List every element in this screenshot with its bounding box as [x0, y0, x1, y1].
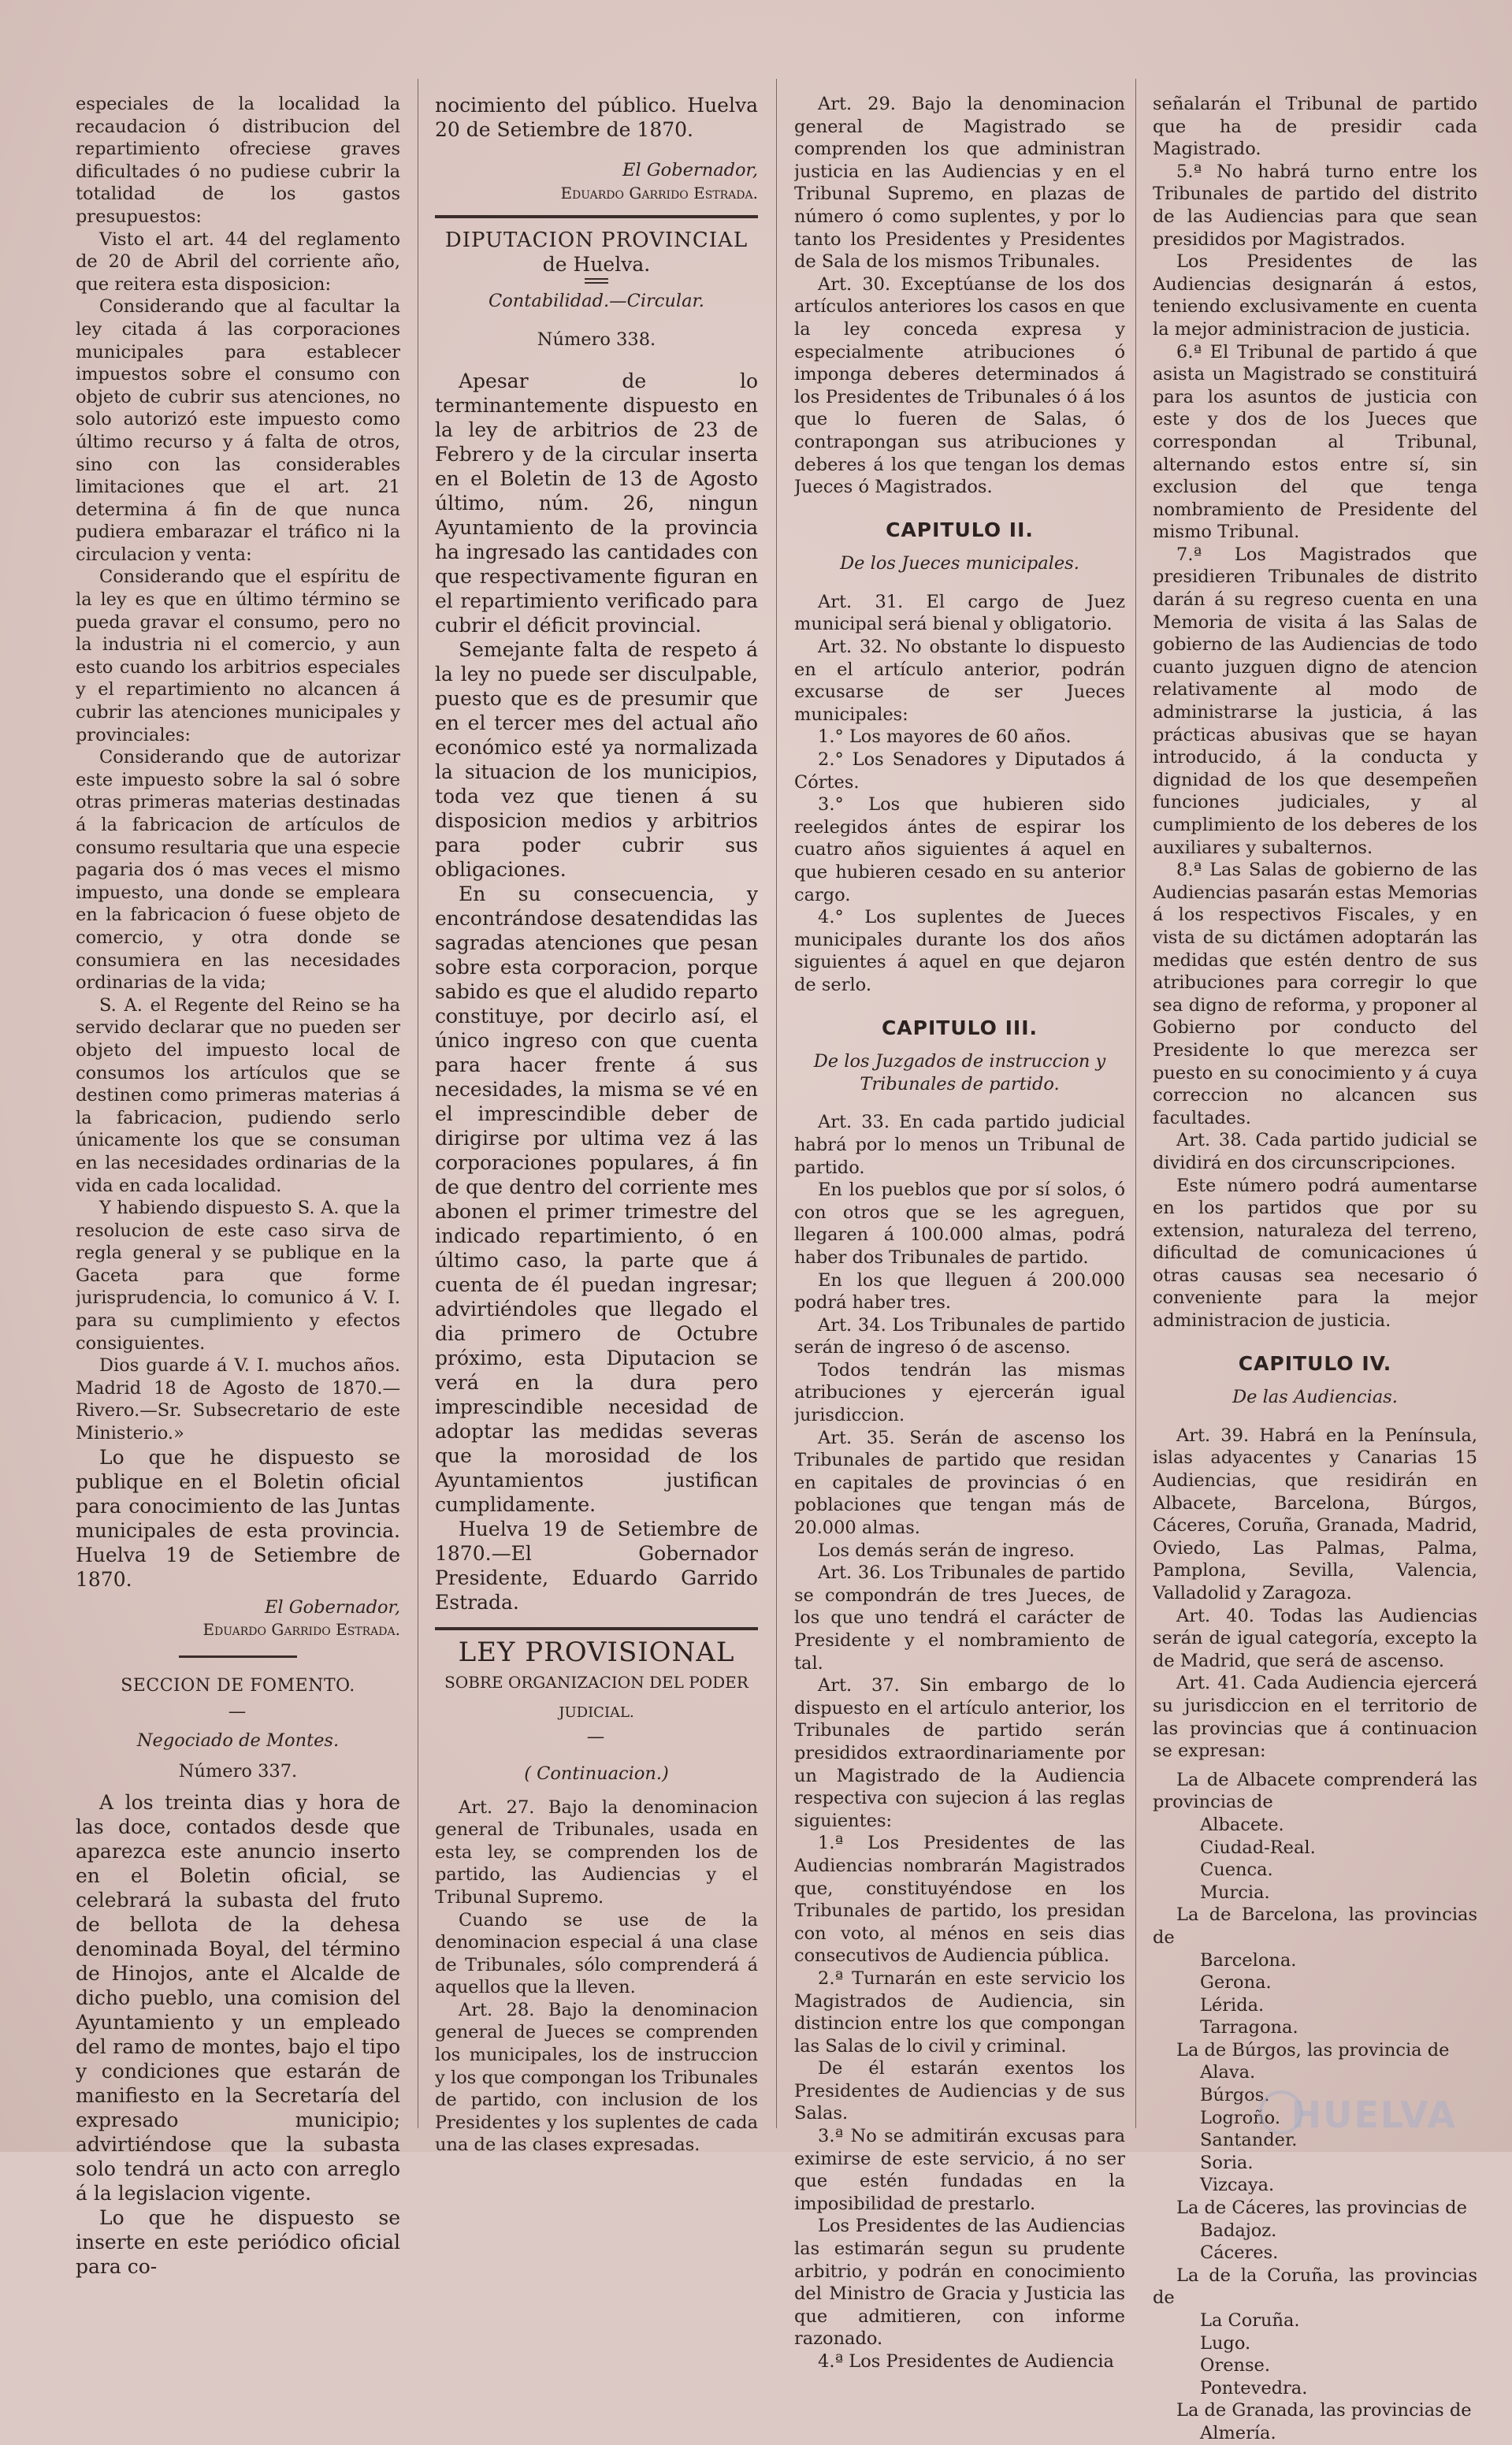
paragraph: Art. 41. Cada Audiencia ejercerá su jurisdiccion en el territorio de las provincias que á continuacion se expresan: — [1153, 1673, 1477, 1762]
paragraph: señalarán el Tribunal de partido que ha de presidir cada Magistrado. — [1153, 94, 1477, 160]
paragraph: Y habiendo dispuesto S. A. que la resolucion de este caso sirva de regla general y se publique en la Gaceta para que forme jurisprudencia, lo comunico á V. I. para su cumplimiento y efectos consiguientes. — [76, 1198, 400, 1354]
paragraph: Art. 34. Los Tribunales de partido serán de ingreso ó de ascenso. — [794, 1314, 1125, 1358]
continuation-label: ( Continuacion.) — [524, 1763, 669, 1784]
paragraph: Art. 32. No obstante lo dispuesto en el artículo anterior, podrán excusarse de ser Jueces municipales: — [794, 637, 1125, 725]
paragraph: 1.° Los mayores de 60 años. — [818, 726, 1072, 748]
paragraph: 3.° Los que hubieren sido reelegidos ántes de espirar los cuatro años siguientes á aquel en que hubieren cesado en su anterior cargo. — [794, 794, 1125, 905]
chapter-subtitle: De los Jueces municipales. — [840, 553, 1079, 574]
list-item: Orense. — [1200, 2355, 1271, 2376]
paragraph: Visto el art. 44 del reglamento de 20 de Abril del corriente año, que reitera esta disposicion: — [76, 229, 400, 295]
chapter-subtitle: De los Juzgados de instruccion y Tribunales de partido. — [813, 1051, 1106, 1094]
list-item: Cáceres. — [1200, 2242, 1279, 2264]
list-heading: La de Barcelona, las provincias de — [1153, 1904, 1477, 1948]
list-item: Tarragona. — [1200, 2017, 1298, 2038]
column-1 — [76, 93, 400, 2279]
paragraph: Considerando que al facultar la ley citada á las corporaciones municipales para establecer impuestos sobre el consumo con objeto de cubrir sus atenciones, no solo autorizó este impuesto como último recurso y á falta de otros, sino con las considerables limitaciones que el art. 21 determina á fin de que nunca pudiera embarazar el tráfico ni la circulacion y venta: — [76, 296, 400, 565]
paragraph: Considerando que el espíritu de la ley es que en último término se pueda gravar el consumo, pero no la industria ni el comercio, y aun esto cuando los arbitrios especiales y el repartimiento no alcancen á cubrir las atenciones municipales y provinciales: — [76, 567, 400, 745]
watermark: HUELVA — [1291, 2094, 1457, 2136]
list-item: Ciudad-Real. — [1200, 1837, 1316, 1858]
paragraph: Art. 27. Bajo la denominacion general de Tribunales, usada en esta ley, se comprenden los de partido, las Audiencias y el Tribunal Supremo. — [435, 1797, 758, 1908]
column-3 — [794, 93, 1125, 2373]
paragraph: Huelva 19 de Setiembre de 1870.—El Gobernador Presidente, Eduardo Garrido Estrada. — [435, 1517, 758, 1614]
list-item: Murcia. — [1200, 1882, 1270, 1903]
paragraph: Lo que he dispuesto se publique en el Boletin oficial para conocimiento de las Juntas municipales de esta provincia. Huelva 19 de Setiembre de 1870. — [76, 1445, 400, 1591]
section-rule — [435, 215, 758, 218]
paragraph: 3.ª No se admitirán excusas para eximirse de este servicio, á no ser que estén fundadas en la imposibilidad de prestarlo. — [794, 2126, 1125, 2214]
section-subtitle: de Huelva. — [542, 252, 651, 276]
double-dash — [585, 278, 608, 284]
paragraph: 2.° Los Senadores y Diputados á Córtes. — [794, 749, 1125, 793]
list-item: Vizcaya. — [1200, 2175, 1275, 2196]
circular-kind: Contabilidad.—Circular. — [489, 291, 704, 312]
paragraph: Todos tendrán las mismas atribuciones y ejercerán igual jurisdiccion. — [794, 1359, 1125, 1426]
paragraph: De él estarán exentos los Presidentes de Audiencias y de sus Salas. — [794, 2058, 1125, 2124]
list-heading: La de Búrgos, las provincia de — [1176, 2039, 1450, 2060]
signature-title: El Gobernador, — [264, 1596, 400, 1618]
paragraph: Los demás serán de ingreso. — [818, 1540, 1075, 1561]
notice-number: Número 337. — [178, 1760, 298, 1782]
signature-name: Eduardo Garrido Estrada. — [560, 183, 758, 203]
law-subtitle: SOBRE ORGANIZACION DEL PODER — [444, 1673, 749, 1693]
list-item: Alava. — [1200, 2062, 1256, 2083]
paragraph: Apesar de lo terminantemente dispuesto en la ley de arbitrios de 23 de Febrero y de la circular inserta en el Boletin de 13 de Agosto último, núm. 26, ningun Ayuntamiento de la provincia ha ingresado las cantidades con que respectivamente figuran en el repartimiento verificado para cubrir el déficit provincial. — [435, 369, 758, 637]
paragraph: 1.ª Los Presidentes de las Audiencias nombrarán Magistrados que, constituyéndose en los Tribunales de partido, los presidan con voto, al ménos en seis dias consecutivos de Audiencia pública. — [794, 1833, 1125, 1967]
paragraph: Semejante falta de respeto á la ley no puede ser disculpable, puesto que es de presumir que en el tercer mes del actual año económico esté ya normalizada la situacion de los municipios, toda vez que tienen á su disposicion medios y arbitrios para poder cubrir sus obligaciones. — [435, 637, 758, 881]
paragraph: Art. 33. En cada partido judicial habrá por lo menos un Tribunal de partido. — [794, 1112, 1125, 1178]
list-heading: La de Albacete comprenderá las provincias de — [1153, 1769, 1477, 1813]
paragraph: Art. 28. Bajo la denominacion general de Jueces se comprenden los municipales, los de instruccion y los que compongan los Tribunales de partido, con inclusion de los Presidentes y los suplentes de cada una de las clases expresadas. — [435, 1999, 758, 2156]
list-item: Albacete. — [1200, 1814, 1284, 1835]
chapter-title: CAPITULO II. — [886, 518, 1034, 541]
paragraph: Art. 36. Los Tribunales de partido se compondrán de tres Jueces, de los que uno tendrá el carácter de Presidente y el nombramiento de tal. — [794, 1562, 1125, 1674]
list-item: Gerona. — [1200, 1972, 1272, 1994]
list-item: Soria. — [1200, 2152, 1254, 2173]
dash: — — [586, 1726, 607, 1748]
column-rule — [776, 79, 777, 2128]
list-item: Santander. — [1200, 2130, 1298, 2151]
paragraph: Art. 37. Sin embargo de lo dispuesto en el artículo anterior, los Tribunales de partido serán presididos extraordinariamente por un Magistrado de la Audiencia respectiva con sujecion á las reglas siguientes: — [794, 1675, 1125, 1831]
paragraph: Art. 30. Exceptúanse de los dos artículos anteriores los casos en que la ley conceda expresa y especialmente atribuciones ó imponga deberes determinados á los Presidentes de Tribunales ó á los que lo fueren de Salas, ó contrapongan sus atribuciones y deberes á los que tengan los demas Jueces ó Magistrados. — [794, 273, 1125, 498]
list-item: Lugo. — [1200, 2332, 1251, 2354]
paragraph: especiales de la localidad la recaudacion ó distribucion del repartimiento ofreciese graves dificultades ó no pudiese cubrir la totalidad de los gastos presupuestos: — [76, 94, 400, 227]
paragraph: Art. 29. Bajo la denominacion general de Magistrado se comprenden los que administran justicia en las Audiencias y en el Tribunal Supremo, en plazas de número ó como suplentes, y por lo tanto los Presidentes y Presidentes de Sala de los mismos Tribunales. — [794, 94, 1125, 273]
paragraph: 4.ª Los Presidentes de Audiencia — [818, 2351, 1114, 2372]
subsection-title: Negociado de Montes. — [136, 1730, 340, 1751]
paragraph: S. A. el Regente del Reino se ha servido declarar que no pueden ser objeto del impuesto local de consumos los artículos que se destinen como primeras materias á la fabricacion, pudiendo serlo únicamente los que se consuman en las necesidades ordinarias de la vida en cada localidad. — [76, 994, 400, 1196]
section-rule — [435, 1627, 758, 1630]
paragraph: Art. 35. Serán de ascenso los Tribunales de partido que residan en capitales de provincias ó en poblaciones que tengan más de 20.000 almas. — [794, 1427, 1125, 1539]
list-item: Búrgos. — [1200, 2085, 1270, 2106]
list-item: Barcelona. — [1200, 1949, 1297, 1971]
paragraph: 6.ª El Tribunal de partido á que asista un Magistrado se constituirá para los asuntos de justicia con este y dos de los Jueces que correspondan al Tribunal, alternando estos entre sí, sin exclusion del que tenga nombramiento de Presidente del mismo Tribunal. — [1153, 341, 1477, 543]
signature-title: El Gobernador, — [622, 160, 758, 180]
paragraph: A los treinta dias y hora de las doce, contados desde que aparezca este anuncio inserto en el Boletin oficial, se celebrará la subasta del fruto de bellota de la dehesa denominada Boyal, del término de Hinojos, ante el Alcalde de dicho pueblo, una comision del Ayuntamiento y un empleado del ramo de montes, bajo el tipo y condiciones que estarán de manifiesto en la Secretaría del expresado municipio; advirtiéndose que la subasta solo tendrá un acto con arreglo á la legislacion vigente. — [76, 1791, 400, 2205]
paragraph: 7.ª Los Magistrados que presidieren Tribunales de distrito darán á su regreso cuenta en una Memoria de visita á las Salas de gobierno de las Audiencias de todo cuanto juzguen digno de atencion relativamente al modo de administrarse la justicia, á las prácticas abusivas que se hayan introducido, á la conducta y dignidad de los que desempeñen funciones judiciales, y al cumplimiento de los deberes de los auxiliares y subalternos. — [1153, 544, 1477, 858]
law-title: LEY PROVISIONAL — [458, 1636, 735, 1668]
list-item: Cuenca. — [1200, 1860, 1273, 1881]
list-item: Almería. — [1200, 2422, 1276, 2443]
paragraph: Considerando que de autorizar este impuesto sobre la sal ó sobre otras primeras materias destinadas á la fabricacion de artículos de consumo resultaria que una especie pagaria dos ó mas veces el mismo impuesto, una donde se empleara en la fabricacion ó fuese objeto de comercio, y otra donde se consumiera en las necesidades ordinarias de la vida; — [76, 747, 400, 994]
paragraph: Art. 40. Todas las Audiencias serán de igual categoría, excepto la de Madrid, que será de ascenso. — [1153, 1605, 1477, 1671]
list-item: Lérida. — [1200, 1994, 1265, 2016]
paragraph: Art. 31. El cargo de Juez municipal será bienal y obligatorio. — [794, 591, 1125, 635]
list-heading: La de Cáceres, las provincias de — [1176, 2198, 1467, 2219]
paragraph: 2.ª Turnarán en este servicio los Magistrados de Audiencia, sin distincion entre los que compongan las Salas de lo civil y criminal. — [794, 1968, 1125, 2057]
paragraph: En los pueblos que por sí solos, ó con otros que se les agreguen, llegaren á 100.000 almas, podrá haber dos Tribunales de partido. — [794, 1180, 1125, 1268]
section-title: DIPUTACION PROVINCIAL — [444, 229, 749, 253]
section-title: SECCION DE FOMENTO. — [121, 1675, 355, 1696]
paragraph: Lo que he dispuesto se inserte en este periódico oficial para co- — [76, 2206, 400, 2279]
paragraph: Cuando se use de la denominacion especial á una clase de Tribunales, sólo comprenderá á aquellos que la lleven. — [435, 1909, 758, 1998]
paragraph: 8.ª Las Salas de gobierno de las Audiencias pasarán estas Memorias á los respectivos Fiscales, y en vista de su dictámen adoptarán las medidas que estén dentro de sus atribuciones para corregir lo que sea digno de reforma, y proponer al Gobierno por conducto del Presidente lo que merezca ser puesto en su conocimiento y á cuya correccion no alcancen sus facultades. — [1153, 860, 1477, 1128]
ornament-rule — [179, 1655, 297, 1658]
list-item: Logroño. — [1200, 2107, 1280, 2128]
chapter-title: CAPITULO IV. — [1238, 1351, 1392, 1375]
paragraph: Art. 38. Cada partido judicial se dividirá en dos circunscripciones. — [1153, 1130, 1477, 1173]
paragraph: Los Presidentes de las Audiencias designarán á estos, teniendo exclusivamente en cuenta la mejor administracion de justicia. — [1153, 251, 1477, 340]
list-item: Badajoz. — [1200, 2220, 1277, 2241]
paragraph: 5.ª No habrá turno entre los Tribunales de partido del distrito de las Audiencias para que sean presididos por Magistrados. — [1153, 161, 1477, 250]
paragraph: Art. 39. Habrá en la Península, islas adyacentes y Canarias 15 Audiencias, que residirán en Albacete, Barcelona, Búrgos, Cáceres, Coruña, Granada, Madrid, Oviedo, Las Palmas, Palma, Pamplona, Sevilla, Valencia, Valladolid y Zaragoza. — [1153, 1425, 1477, 1603]
paragraph: En los que lleguen á 200.000 podrá haber tres. — [794, 1269, 1125, 1314]
column-2 — [435, 93, 758, 2157]
chapter-title: CAPITULO III. — [881, 1016, 1038, 1039]
law-subtitle: JUDICIAL. — [559, 1704, 634, 1721]
paragraph: En su consecuencia, y encontrándose desatendidas las sagradas atenciones que pesan sobre esta corporacion, porque sabido es que el aludido reparto constituye, por decirlo así, el único ingreso con que cuenta para hacer frente á sus necesidades, la misma se vé en el imprescindible deber de dirigirse por ultima vez á las corporaciones populares, á fin de que dentro del corriente mes abonen el primer trimestre del indicado repartimiento, ó en último caso, la parte que á cuenta de él puedan ingresar; advirtiéndoles que llegado el dia primero de Octubre próximo, esta Diputacion se verá en la dura pero imprescindible necesidad de adoptar las medidas severas que la morosidad de los Ayuntamientos justifican cumplidamente. — [435, 882, 758, 1516]
paragraph: Los Presidentes de las Audiencias las estimarán segun su prudente arbitrio, y podrán en conocimiento del Ministro de Gracia y Justicia las que admitieren, con informe razonado. — [794, 2216, 1125, 2350]
list-heading: La de la Coruña, las provincias de — [1153, 2265, 1477, 2309]
paragraph: nocimiento del público. Huelva 20 de Setiembre de 1870. — [435, 94, 758, 141]
dash: — — [228, 1701, 248, 1722]
paragraph: Este número podrá aumentarse en los partidos que por su extension, naturaleza del terreno, dificultad de comunicaciones ú otras causas sea necesario ó conveniente para la mejor administracion de justicia. — [1153, 1175, 1477, 1332]
list-heading: La de Granada, las provincias de — [1176, 2400, 1472, 2421]
column-rule — [1135, 79, 1136, 2128]
signature-name: Eduardo Garrido Estrada. — [202, 1620, 400, 1640]
paragraph: Dios guarde á V. I. muchos años. Madrid 18 de Agosto de 1870.—Rivero.—Sr. Subsecretario de este Ministerio.» — [76, 1355, 400, 1444]
list-item: La Coruña. — [1200, 2310, 1300, 2331]
column-4 — [1153, 93, 1477, 2445]
list-item: Pontevedra. — [1200, 2377, 1308, 2399]
paragraph: 4.° Los suplentes de Jueces municipales durante los dos años siguientes á aquel en que dejaron de serlo. — [794, 907, 1125, 995]
chapter-subtitle: De las Audiencias. — [1232, 1387, 1398, 1408]
notice-number: Número 338. — [537, 329, 656, 350]
